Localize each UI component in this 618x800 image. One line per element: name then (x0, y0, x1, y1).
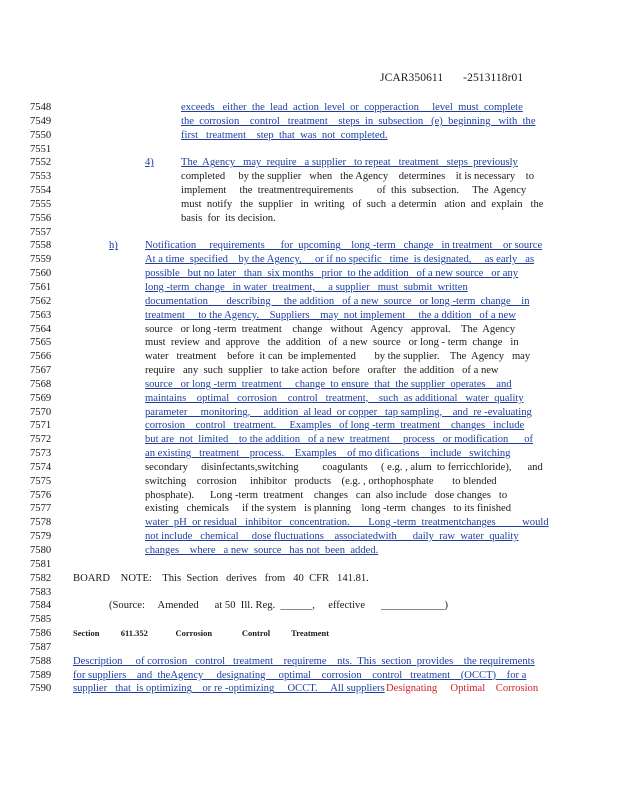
document-line (0, 281, 618, 295)
line-number: 7573 (30, 448, 52, 460)
document-line (0, 655, 618, 669)
inserted-text: Description of corrosion control treatment requireme nts. This section provides the requirements (73, 655, 535, 667)
document-line (0, 613, 618, 627)
doc-ref: -2513118r01 (463, 72, 524, 84)
document-line (0, 253, 618, 267)
inserted-text: h) (109, 240, 118, 252)
document-line (0, 682, 618, 696)
inserted-text: exceeds either the lead action level or copperaction level must complete (181, 102, 523, 113)
line-number: 7560 (30, 268, 52, 280)
line-number: 7584 (30, 600, 52, 612)
inserted-text: The Agency may require a supplier to repeat treatment steps previously (181, 157, 518, 169)
inserted-text: long -term change in water treatment, a supplier must submit written (145, 281, 468, 293)
document-line (0, 239, 618, 253)
inserted-text: changes where a new source has not been added. (145, 545, 379, 556)
line-number: 7557 (30, 226, 52, 238)
document-line (0, 433, 618, 447)
document-line (0, 599, 618, 613)
line-number: 7551 (30, 143, 52, 155)
document-header (380, 72, 523, 84)
line-number: 7586 (30, 628, 52, 640)
line-number: 7555 (30, 198, 52, 210)
document-line (0, 323, 618, 337)
document-line (0, 530, 618, 544)
inserted-text: maintains optimal corrosion control treatment, such as additional water quality (145, 392, 524, 404)
document-line (0, 461, 618, 475)
line-text: BOARD NOTE: This Section derives from 40 CFR 141.81. (73, 572, 369, 584)
inserted-text: but are not limited to the addition of a new treatment process or modification of (145, 434, 534, 446)
document-line (0, 184, 618, 198)
document-line (0, 489, 618, 503)
line-number: 7561 (30, 281, 52, 293)
line-number: 7565 (30, 337, 52, 349)
line-number: 7580 (30, 545, 52, 556)
document-line (0, 558, 618, 572)
document-line (0, 475, 618, 489)
line-text: basis for its decision. (181, 212, 276, 224)
line-number: 7588 (30, 655, 52, 667)
inserted-text: corrosion control treatment. Examples of long -term treatment changes include (145, 420, 525, 432)
line-number: 7575 (30, 475, 52, 487)
document-line (0, 392, 618, 406)
line-text: require any such supplier to take action before orafter the addition of a new (145, 365, 499, 377)
line-text: water treatment before it can be implemented by the supplier. The Agency may (145, 351, 531, 363)
line-number: 7569 (30, 392, 52, 404)
document-line (0, 502, 618, 516)
document-line (0, 129, 618, 143)
line-text: phosphate). Long -term treatment changes can also include dose changes to (145, 489, 508, 501)
line-text: completed by the supplier when the Agency determines it is necessary to (181, 171, 535, 183)
document-line (0, 447, 618, 461)
line-number: 7583 (30, 586, 52, 598)
document-line (0, 198, 618, 212)
inserted-text: Notification requirements for upcoming long -term change in treatment or source (145, 240, 543, 252)
document-line (0, 364, 618, 378)
inserted-text: an existing treatment process. Examples of mo difications include switching (145, 448, 511, 460)
document-line (0, 669, 618, 683)
line-number: 7554 (30, 185, 52, 197)
inserted-text: for suppliers and theAgency designating optimal corrosion control treatment (OCCT) for a (73, 669, 527, 681)
line-text: must notify the supplier in writing of such a determin ation and explain the (181, 198, 544, 210)
line-text: source or long -term treatment change without Agency approval. The Agency (145, 323, 516, 335)
document-body (0, 101, 618, 696)
line-number: 7559 (30, 254, 52, 266)
line-number: 7553 (30, 171, 52, 183)
line-number: 7566 (30, 351, 52, 363)
line-number: 7548 (30, 102, 52, 113)
section-heading: Section 611.352 Corrosion Control Treatment (73, 628, 330, 639)
document-line (0, 295, 618, 309)
doc-id: JCAR350611 (380, 72, 444, 84)
inserted-text: water pH or residual inhibitor concentration. Long -term treatmentchanges would (145, 517, 549, 529)
line-text: switching corrosion inhibitor products (e.g. , orthophosphate to blended (145, 475, 497, 487)
document-line (0, 572, 618, 586)
line-number: 7571 (30, 420, 52, 432)
inserted-text: possible but no later than six months prior to the addition of a new source or any (145, 268, 519, 280)
document-line (0, 419, 618, 433)
inserted-text: At a time specified by the Agency, or if no specific time is designated, as early as (145, 254, 535, 266)
line-number: 7574 (30, 461, 52, 473)
line-number: 7558 (30, 240, 52, 252)
line-text: existing chemicals if the system is planning long -term changes to its finished (145, 503, 512, 515)
document-line (0, 212, 618, 226)
line-number: 7576 (30, 489, 52, 501)
inserted-text: the corrosion control treatment steps in subsection (e) beginning with the (181, 115, 536, 127)
document-line (0, 156, 618, 170)
line-text: must review and approve the addition of a new source or long - term change in (145, 337, 519, 349)
document-line (0, 226, 618, 240)
line-number: 7572 (30, 434, 52, 446)
document-line (0, 350, 618, 364)
document-line (0, 406, 618, 420)
line-number: 7563 (30, 309, 52, 321)
line-number: 7568 (30, 378, 52, 390)
inserted-text: treatment to the Agency. Suppliers may not implement the a ddition of a new (145, 309, 516, 321)
line-number: 7585 (30, 614, 52, 626)
line-number: 7562 (30, 295, 52, 307)
document-line (0, 627, 618, 641)
inserted-text: documentation describing the addition of a new source or long -term change in (145, 295, 530, 307)
line-number: 7589 (30, 669, 52, 681)
inserted-text: 4) (145, 157, 154, 169)
line-text: implement the treatmentrequirements of this subsection. The Agency (181, 185, 527, 197)
document-line (0, 101, 618, 115)
line-text: (Source: Amended at 50 Ill. Reg. ______, effective ____________) (109, 600, 449, 612)
line-number: 7581 (30, 558, 52, 570)
line-number: 7578 (30, 517, 52, 529)
deleted-text: Designating Optimal Corrosion (386, 683, 539, 695)
document-line (0, 586, 618, 600)
document-line (0, 267, 618, 281)
document-line (0, 143, 618, 157)
line-number: 7550 (30, 129, 52, 141)
line-number: 7552 (30, 157, 52, 169)
document-line (0, 516, 618, 530)
document-line (0, 544, 618, 558)
inserted-text: first treatment step that was not completed. (181, 129, 388, 141)
document-line (0, 170, 618, 184)
inserted-text: source or long -term treatment change to ensure that the supplier operates and (145, 378, 512, 390)
inserted-text: supplier that is optimizing or re -optimizing OCCT. All suppliers (73, 683, 385, 695)
line-number: 7556 (30, 212, 52, 224)
line-number: 7577 (30, 503, 52, 515)
line-number: 7582 (30, 572, 52, 584)
line-number: 7579 (30, 531, 52, 543)
line-number: 7567 (30, 365, 52, 377)
document-line (0, 641, 618, 655)
document-line (0, 336, 618, 350)
document-line (0, 378, 618, 392)
inserted-text: not include chemical dose fluctuations associatedwith daily raw water quality (145, 531, 519, 543)
document-line (0, 309, 618, 323)
line-number: 7549 (30, 115, 52, 127)
line-number: 7564 (30, 323, 52, 335)
line-number: 7587 (30, 641, 52, 653)
line-text: secondary disinfectants,switching coagulants ( e.g. , alum to ferricchloride), and (145, 461, 543, 473)
inserted-text: parameter monitoring, addition al lead or copper tap sampling, and re -evaluating (145, 406, 532, 418)
line-number: 7590 (30, 683, 52, 695)
document-line (0, 115, 618, 129)
line-number: 7570 (30, 406, 52, 418)
